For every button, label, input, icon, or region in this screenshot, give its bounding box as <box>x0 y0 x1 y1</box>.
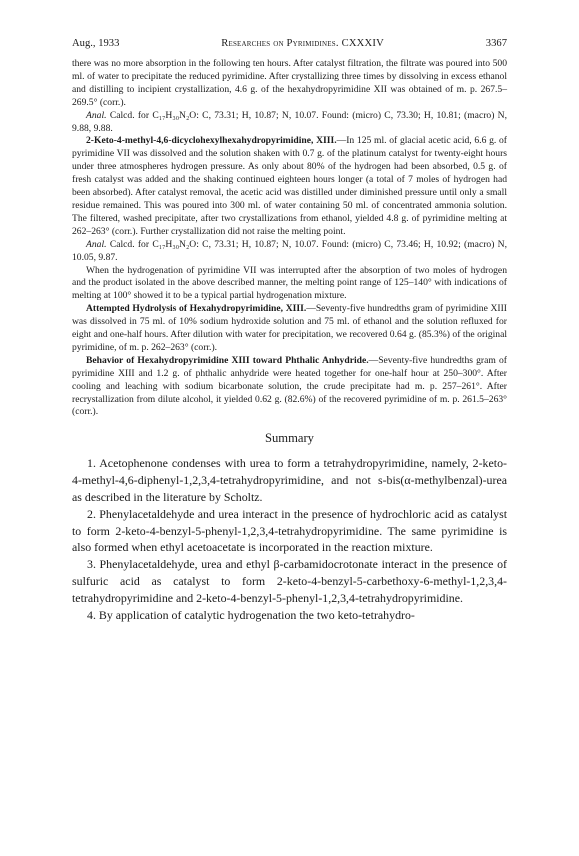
paragraph-hydrolysis <box>72 303 507 355</box>
section-heading: Attempted Hydrolysis of Hexahydropyrimidine, XIII. <box>86 303 307 315</box>
summary-item: 1. Acetophenone condenses with urea to form a tetrahydropyrimidine, namely, 2-keto-4-methyl-4,6-diphenyl-1,2,3,4-tetrahydropyrimidine, and not s-bis(α-methylbenzal)-urea as described in the literature by Scholtz. <box>72 456 507 504</box>
summary-section <box>72 455 507 623</box>
paragraph-xiii <box>72 135 507 238</box>
paragraph-phthalic <box>72 355 507 420</box>
page-number: 3367 <box>485 38 507 49</box>
paragraph-partial-hydrogenation: When the hydrogenation of pyrimidine VII was interrupted after the absorption of two moles of hydrogen and the product isolated in the above described manner, the melting point range of 125–140° with indications of melting at 100° showed it to be a typical partial hydrogenation mixture. <box>72 264 507 302</box>
paragraph-text: —In 125 ml. of glacial acetic acid, 6.6 g. of pyrimidine VII was dissolved and the solution shaken with 0.7 g. of the platinum catalyst for twenty-eight hours under three atmospheres hydrogen pressure. As only about 80% of the hydrogen had been absorbed, 0.5 g. of fresh catalyst was added and the shaking continued eighteen hours longer (a total of 7 moles of hydrogen had been absorbed). After catalyst removal, the acetic acid was distilled under diminished pressure until only a small residue remained. This was poured into 300 ml. of water containing 50 ml. of concentrated ammonia solution. The filtered, washed precipitate, after two crystallizations from ethanol, yielded 4.8 g. of pyrimidine melting at 262–263° (corr.). Further crystallization did not raise the melting point. <box>72 135 507 237</box>
summary-item: 4. By application of catalytic hydrogenation the two keto-tetrahydro- <box>87 607 415 622</box>
summary-heading: Summary <box>265 431 314 446</box>
header-date: Aug., 1933 <box>72 38 120 49</box>
running-header <box>72 38 507 49</box>
paragraph-text: —Seventy-five hundredths gram of pyrimidine XIII was dissolved in 75 ml. of 10% sodium hydroxide solution and 75 ml. of ethanol and the solution refluxed for eight and one-half hours. After dilution with water for precipitation, we recovered 0.64 g. (85.3%) of the original pyrimidine, of m. p. 262–263° (corr.). <box>72 303 507 353</box>
analysis-label: Anal. <box>86 109 107 121</box>
paragraph-text: —Seventy-five hundredths gram of pyrimidine XIII and 1.2 g. of phthalic anhydride were heated together for one-half hour at 250–300°. After cooling and leaching with sodium bicarbonate solution, the crude precipitate had m. p. 257–261°. After recrystallization from dilute alcohol, it yielded 0.62 g. (82.6%) of the recovered pyrimidine of m. p. 261.5–263° (corr.). <box>72 354 507 418</box>
compound-heading: 2-Keto-4-methyl-4,6-dicyclohexylhexahydropyrimidine, XIII. <box>86 135 337 147</box>
experimental-section <box>72 58 507 419</box>
analysis-2 <box>72 239 507 265</box>
analysis-text: Calcd. for C₁₇H₃₀N₂O: C, 73.31; H, 10.87; N, 10.07. Found: (micro) C, 73.46; H, 10.92; (macro) N, 10.05, 9.87. <box>72 238 507 263</box>
section-heading: Behavior of Hexahydropyrimidine XIII toward Phthalic Anhydride. <box>86 354 369 366</box>
summary-item: 3. Phenylacetaldehyde, urea and ethyl β-carbamidocrotonate interact in the presence of sulfuric acid as catalyst to form 2-keto-4-benzyl-5-carbethoxy-6-methyl-1,2,3,4-tetrahydropyrimidine and 2-keto-4-benzyl-5-phenyl-1,2,3,4-tetrahydropyrimidine. <box>72 557 507 605</box>
analysis-label: Anal. <box>86 238 107 250</box>
summary-item: 2. Phenylacetaldehyde and urea interact in the presence of hydrochloric acid as catalyst to form 2-keto-4-benzyl-5-phenyl-1,2,3,4-tetrahydropyrimidine. The same pyrimidine is also formed when ethyl acetoacetate is incorporated in the reaction mixture. <box>72 506 507 555</box>
analysis-text: Calcd. for C₁₇H₃₀N₂O: C, 73.31; H, 10.87; N, 10.07. Found: (micro) C, 73.30; H, 10.81; (macro) N, 9.88, 9.88. <box>72 109 507 134</box>
analysis-1 <box>72 110 507 136</box>
paragraph-continuation: there was no more absorption in the following ten hours. After catalyst filtration, the filtrate was poured into 500 ml. of water to precipitate the reduced pyrimidine. After crystallizing three times by dissolving in excess ethanol and distilling to incipient crystallization, 4.6 g. of the hexahydropyrimidine XII was obtained of m. p. 267.5–269.5° (corr.). <box>72 58 507 108</box>
header-title: Researches on Pyrimidines. CXXXIV <box>221 38 384 49</box>
